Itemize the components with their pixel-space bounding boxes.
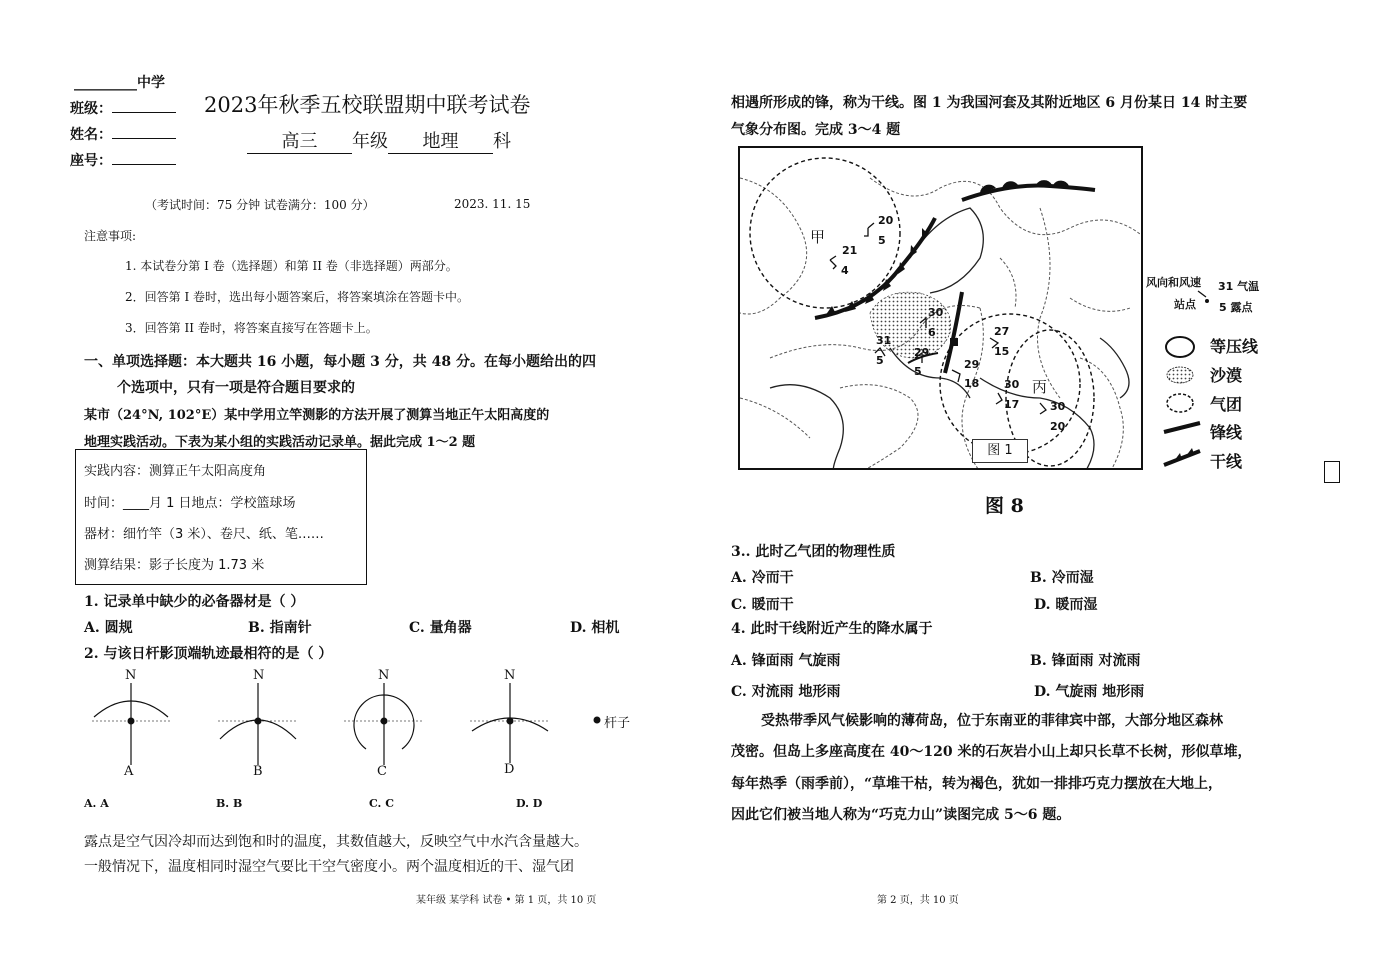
diagram-letter: B — [253, 764, 263, 779]
legend-station-temp: 31 气温 — [1218, 280, 1260, 293]
air-mass-bing-label: 丙 — [1032, 378, 1048, 396]
station-value: 29 — [964, 358, 980, 371]
diagram-a — [92, 683, 172, 765]
name-field — [70, 124, 176, 144]
school-line: _________中学 — [74, 75, 165, 91]
station-value: 20 — [1050, 420, 1066, 433]
q4-option-b[interactable]: B. 锋面雨 对流雨 — [1030, 653, 1141, 669]
subject-value: 地理 — [388, 127, 493, 154]
q4-option-c[interactable]: C. 对流雨 地形雨 — [731, 684, 841, 700]
grade-subject-line — [247, 127, 511, 154]
front-line-icon — [1164, 423, 1200, 432]
passage-continuation: 相遇所形成的锋，称为干线。图 1 为我国河套及其附近地区 6 月份某日 14 时主要 — [731, 95, 1248, 111]
diagram-letter: A — [124, 764, 134, 779]
station-value: 31 — [876, 334, 892, 347]
station-value: 30 — [1004, 378, 1020, 391]
chocolate-hills-paragraph-3: 每年热季（雨季前），“草堆干枯，转为褐色，犹如一排排巧克力摆放在大地上， — [731, 776, 1223, 792]
legend-station-title: 风向和风速 — [1146, 276, 1201, 289]
q1-stem: 1. 记录单中缺少的必备器材是（ ） — [84, 594, 305, 610]
station-value: 30 — [1050, 400, 1066, 413]
pole-legend-label: 杆子 — [604, 716, 631, 731]
exam-info: （考试时间：75 分钟 试卷满分：100 分） — [145, 198, 375, 212]
record-content: 实践内容：测算正午太阳高度角 — [84, 464, 267, 479]
exam-date: 2023. 11. 15 — [454, 197, 531, 211]
q2-stem: 2. 与该日杆影顶端轨迹最相符的是（ ） — [84, 646, 333, 662]
diagram-d — [470, 683, 550, 763]
shadow-trajectory-diagrams — [80, 665, 660, 780]
q2-option-b[interactable]: B. B — [216, 797, 243, 810]
legend-dry-line: 干线 — [1210, 452, 1243, 471]
notice-item: 1. 本试卷分第 I 卷（选择题）和第 II 卷（非选择题）两部分。 — [125, 259, 458, 273]
q2-option-c[interactable]: C. C — [369, 797, 394, 810]
desert-area — [870, 292, 951, 358]
legend-station-label: 站点 — [1174, 298, 1196, 311]
legend-air-mass: 气团 — [1210, 395, 1243, 414]
question-intro: 某市（24°N, 102°E）某中学用立竿测影的方法开展了测算当地正午太阳高度的 — [84, 408, 550, 423]
name-label: 姓名： — [70, 127, 112, 143]
chocolate-hills-paragraph: 受热带季风气候影响的薄荷岛，位于东南亚的菲律宾中部，大部分地区森林 — [761, 713, 1223, 729]
station-value: 15 — [994, 345, 1010, 358]
diagram-c — [344, 683, 424, 765]
q1-option-a[interactable]: A. 圆规 — [84, 620, 133, 636]
seat-field — [70, 150, 176, 170]
question-intro-cont: 地理实践活动。下表为某小组的实践活动记录单。据此完成 1～2 题 — [84, 435, 476, 450]
diagram-letter: D — [504, 762, 515, 777]
q3-option-a[interactable]: A. 冷而干 — [731, 570, 794, 586]
seat-label: 座号： — [70, 153, 112, 169]
class-field — [70, 98, 176, 118]
station-value: 21 — [842, 244, 858, 257]
q3-option-c[interactable]: C. 暖而干 — [731, 597, 794, 613]
notice-item: 2．回答第 I 卷时，选出每小题答案后，将答案填涂在答题卡中。 — [125, 290, 470, 304]
air-mass-icon — [1167, 394, 1193, 412]
station-value: 5 — [878, 234, 886, 247]
north-label: N — [253, 668, 265, 683]
chocolate-hills-paragraph-4: 因此它们被当地人称为“巧克力山”读图完成 5～6 题。 — [731, 807, 1071, 823]
record-result: 测算结果：影子长度为 1.73 米 — [84, 558, 265, 573]
diagram-b — [218, 683, 298, 765]
pole-legend-dot — [594, 717, 601, 724]
q2-option-d[interactable]: D. D — [516, 797, 543, 810]
section-one-heading-cont: 个选项中，只有一项是符合题目要求的 — [117, 380, 355, 396]
station-value: 5 — [876, 354, 884, 367]
activity-record-box — [75, 449, 367, 585]
desert-icon — [1167, 367, 1193, 383]
isobar-icon — [1166, 337, 1194, 357]
chocolate-hills-paragraph-2: 茂密。但岛上多座高度在 40～120 米的石灰岩小山上却只长草不长树，形似草堆， — [731, 744, 1252, 760]
station-value: 5 — [914, 365, 922, 378]
station-value: 18 — [964, 377, 980, 390]
figure-caption: 图 8 — [985, 495, 1024, 517]
station-value: 4 — [841, 264, 849, 277]
q4-option-a[interactable]: A. 锋面雨 气旋雨 — [731, 653, 841, 669]
q3-stem: 3.. 此时乙气团的物理性质 — [731, 544, 896, 560]
page-marker-icon — [1324, 461, 1340, 483]
q4-stem: 4. 此时干线附近产生的降水属于 — [731, 621, 933, 637]
diagram-letter: C — [377, 764, 387, 779]
north-label: N — [378, 668, 390, 683]
grade-value: 高三 — [247, 127, 352, 154]
q3-option-d[interactable]: D. 暖而湿 — [1034, 597, 1098, 613]
page-footer-left: 某年级 某学科 试卷 • 第 1 页，共 10 页 — [416, 895, 597, 906]
weather-map — [738, 146, 1143, 470]
front-line — [962, 186, 1095, 200]
station-value: 20 — [878, 214, 894, 227]
record-time: 时间：____月 1 日地点：学校篮球场 — [84, 496, 296, 511]
q1-option-b[interactable]: B. 指南针 — [248, 620, 312, 636]
map-figure-label: 图 1 — [972, 439, 1028, 463]
q4-option-d[interactable]: D. 气旋雨 地形雨 — [1034, 684, 1145, 700]
q1-option-d[interactable]: D. 相机 — [570, 620, 620, 636]
legend-front: 锋线 — [1210, 423, 1243, 442]
station-value: 17 — [1004, 398, 1020, 411]
section-one-heading: 一、单项选择题：本大题共 16 小题，每小题 3 分，共 48 分。在每小题给出的四 — [84, 354, 596, 370]
passage-continuation-2: 气象分布图。完成 3～4 题 — [731, 122, 901, 138]
legend-desert: 沙漠 — [1210, 366, 1243, 385]
station-value: 27 — [994, 325, 1010, 338]
legend-isobar: 等压线 — [1210, 337, 1259, 356]
q2-option-a[interactable]: A. A — [84, 797, 109, 810]
dry-line-icon — [1164, 451, 1200, 465]
station-value: 30 — [928, 306, 944, 319]
q1-option-c[interactable]: C. 量角器 — [409, 620, 472, 636]
q3-option-b[interactable]: B. 冷而湿 — [1030, 570, 1094, 586]
subject-suffix: 科 — [493, 131, 511, 152]
notice-item: 3．回答第 II 卷时，将答案直接写在答题卡上。 — [125, 321, 378, 335]
record-equipment: 器材：细竹竿（3 米）、卷尺、纸、笔…… — [84, 527, 324, 542]
dew-point-paragraph-cont: 一般情况下，温度相同时湿空气要比干空气密度小。两个温度相近的干、湿气团 — [84, 859, 574, 875]
station-value: 6 — [928, 326, 936, 339]
class-label: 班级： — [70, 101, 112, 117]
notice-title: 注意事项: — [84, 229, 137, 243]
grade-suffix: 年级 — [352, 131, 388, 152]
north-label: N — [504, 668, 516, 683]
station-value: 29 — [914, 346, 930, 359]
dew-point-paragraph: 露点是空气因冷却而达到饱和时的温度，其数值越大，反映空气中水汽含量越大。 — [84, 834, 588, 850]
page-footer-right: 第 2 页，共 10 页 — [877, 895, 959, 906]
legend-station-dew: 5 露点 — [1219, 301, 1253, 314]
page-title: 2023年秋季五校联盟期中联考试卷 — [204, 93, 531, 117]
air-mass-jia-label: 甲 — [810, 228, 826, 246]
north-label: N — [125, 668, 137, 683]
